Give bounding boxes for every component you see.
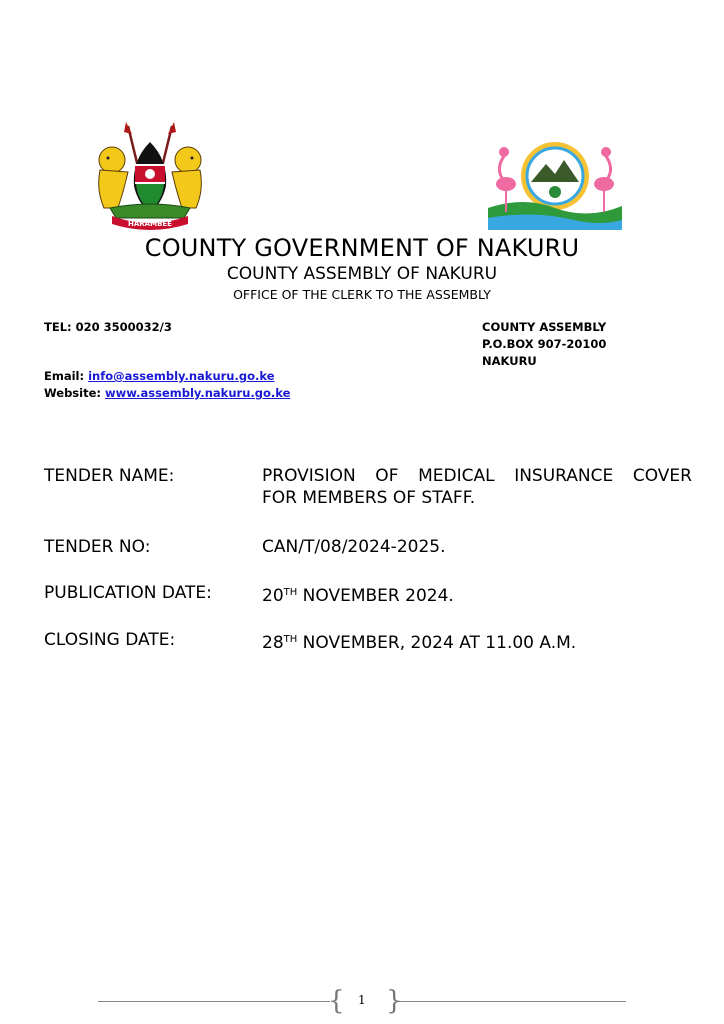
telephone-number: TEL: 020 3500032/3 [44,320,172,334]
email-label: Email: [44,369,85,383]
day: 28 [262,633,284,653]
publication-date-label: PUBLICATION DATE: [44,583,212,603]
ordinal-suffix: TH [283,587,298,598]
publication-date-row [44,582,694,604]
closing-date-label: CLOSING DATE: [44,630,176,650]
closing-date-value [262,629,692,654]
address-line: COUNTY ASSEMBLY [482,320,607,334]
motto-text: HARAMBEE [128,220,172,228]
county-government-title: COUNTY GOVERNMENT OF NAKURU [144,234,580,262]
page-number: 1 [358,993,366,1007]
tender-name-line: FOR MEMBERS OF STAFF. [262,488,476,508]
website-link[interactable]: www.assembly.nakuru.go.ke [105,386,291,400]
tender-name-value [262,465,692,509]
footer-brace-left: { [328,986,345,1016]
county-assembly-subtitle: COUNTY ASSEMBLY OF NAKURU [226,264,498,284]
tender-number-row [44,536,694,558]
postal-address [482,319,606,370]
month-year-time: NOVEMBER, 2024 AT 11.00 A.M. [297,633,577,653]
email-link[interactable]: info@assembly.nakuru.go.ke [88,369,275,383]
tender-number-label: TENDER NO: [44,537,151,557]
month-year: NOVEMBER 2024. [297,586,454,606]
address-line: NAKURU [482,354,537,368]
tender-number-value: CAN/T/08/2024-2025. [262,537,446,557]
website-label: Website: [44,386,101,400]
kenya-coat-of-arms-logo [88,120,212,232]
ordinal-suffix: TH [283,634,298,645]
office-heading: OFFICE OF THE CLERK TO THE ASSEMBLY [233,287,491,302]
contact-links [44,368,290,402]
footer-rule-right [396,1001,626,1002]
tender-name-row [44,465,694,509]
tender-name-label: TENDER NAME: [44,466,175,486]
footer-rule-left [98,1001,330,1002]
closing-date-row [44,629,694,651]
day: 20 [262,586,284,606]
nakuru-county-crest-logo [484,138,626,232]
publication-date-value [262,582,692,607]
footer-brace-right: } [386,986,403,1016]
tender-name-line: PROVISION OF MEDICAL INSURANCE COVER [262,466,692,486]
address-line: P.O.BOX 907-20100 [482,337,607,351]
